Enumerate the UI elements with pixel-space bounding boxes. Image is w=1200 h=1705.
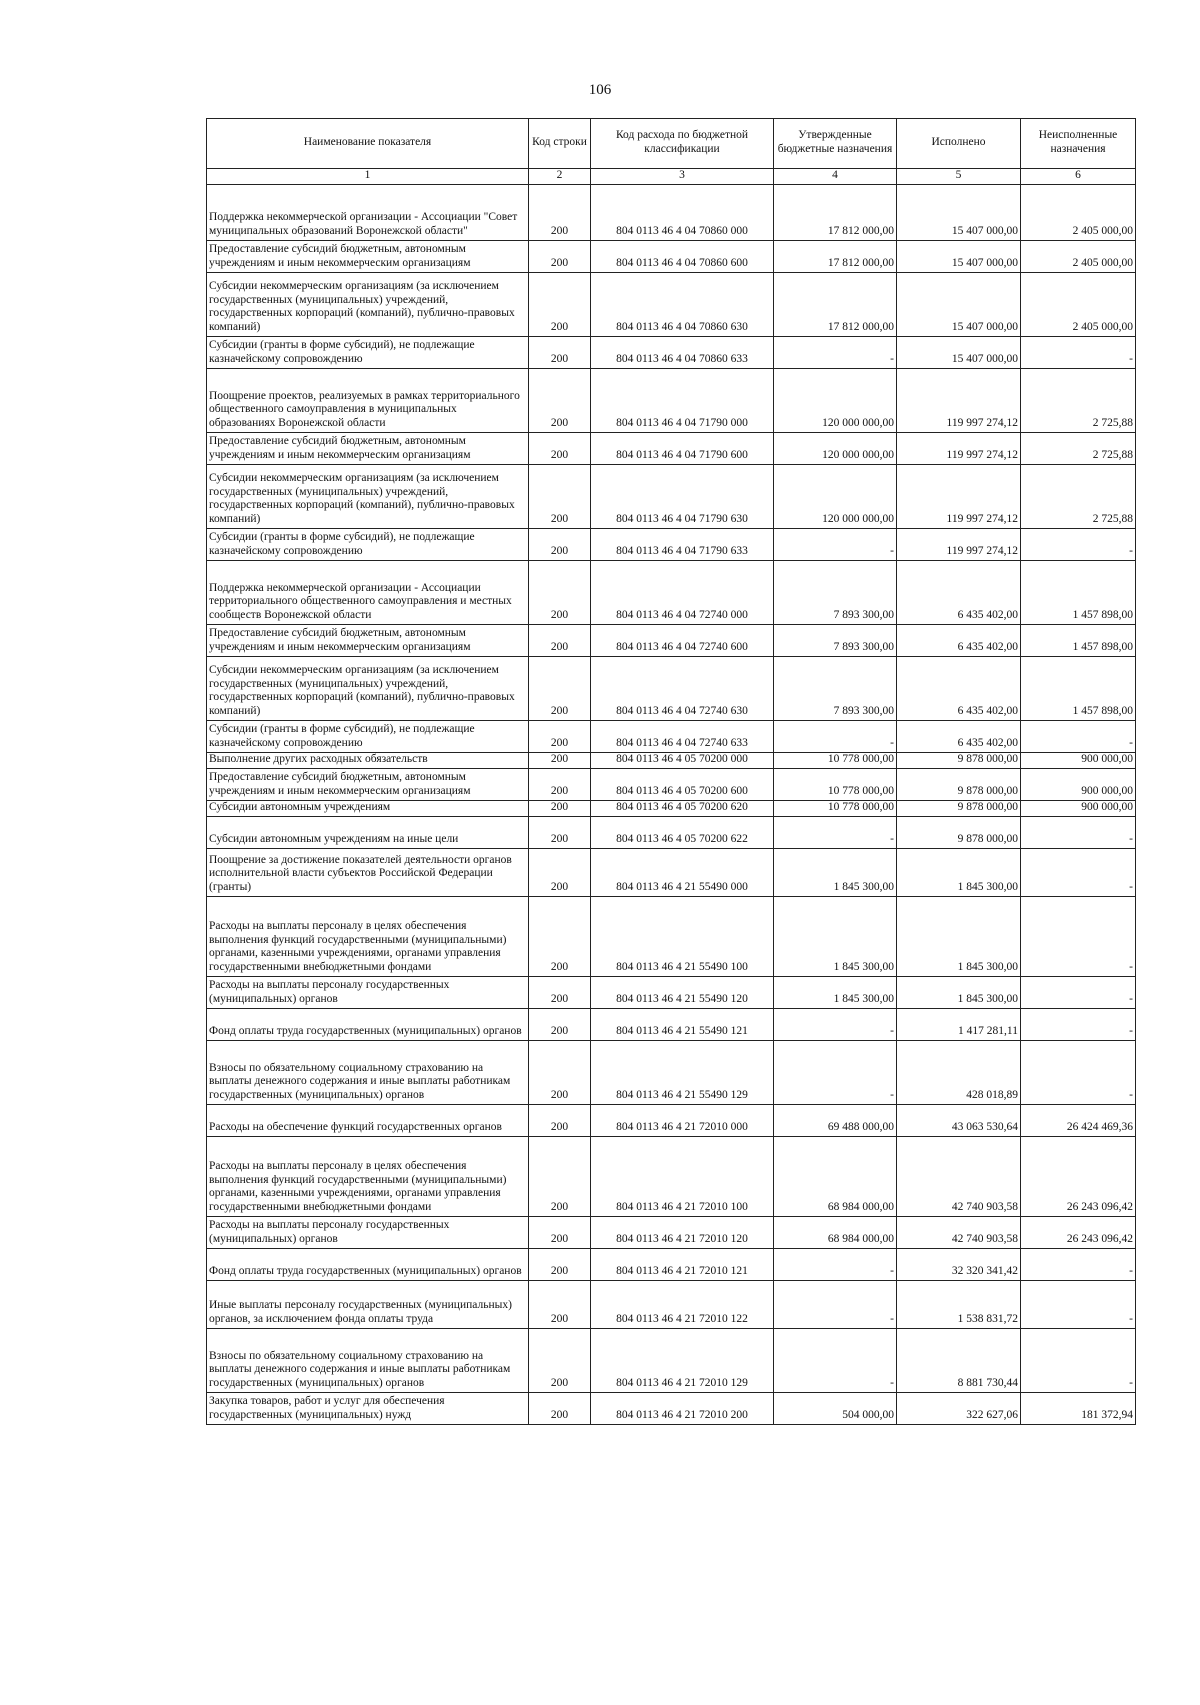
row-unexecuted-amount: 2 405 000,00 — [1021, 185, 1136, 241]
row-approved-amount: 10 778 000,00 — [774, 801, 897, 817]
row-approved-amount: 17 812 000,00 — [774, 185, 897, 241]
table-row — [207, 337, 1136, 369]
row-unexecuted-amount: 2 405 000,00 — [1021, 273, 1136, 337]
row-unexecuted-amount: 26 243 096,42 — [1021, 1217, 1136, 1249]
row-unexecuted-amount: 26 243 096,42 — [1021, 1137, 1136, 1217]
page-number: 106 — [588, 82, 612, 98]
row-line-code: 200 — [529, 465, 591, 529]
row-unexecuted-amount: 900 000,00 — [1021, 769, 1136, 801]
row-classification-code: 804 0113 46 4 04 70860 630 — [591, 273, 774, 337]
row-executed-amount: 1 845 300,00 — [897, 977, 1021, 1009]
row-executed-amount: 119 997 274,12 — [897, 433, 1021, 465]
table-row — [207, 561, 1136, 625]
row-approved-amount: 17 812 000,00 — [774, 273, 897, 337]
row-unexecuted-amount: - — [1021, 849, 1136, 897]
row-executed-amount: 1 845 300,00 — [897, 849, 1021, 897]
row-indicator-name: Предоставление субсидий бюджетным, автономным учреждениям и иным некоммерческим организациям — [207, 241, 529, 273]
row-line-code: 200 — [529, 625, 591, 657]
table-row — [207, 273, 1136, 337]
row-line-code: 200 — [529, 849, 591, 897]
table-row — [207, 185, 1136, 241]
row-approved-amount: 69 488 000,00 — [774, 1105, 897, 1137]
table-row — [207, 369, 1136, 433]
row-approved-amount: - — [774, 337, 897, 369]
row-unexecuted-amount: 900 000,00 — [1021, 753, 1136, 769]
row-executed-amount: 119 997 274,12 — [897, 369, 1021, 433]
column-number: 3 — [591, 169, 774, 185]
row-approved-amount: 120 000 000,00 — [774, 433, 897, 465]
table-row — [207, 657, 1136, 721]
row-indicator-name: Расходы на выплаты персоналу государственных (муниципальных) органов — [207, 1217, 529, 1249]
row-indicator-name: Взносы по обязательному социальному страхованию на выплаты денежного содержания и иные выплаты работникам государственных (муниципальных) органов — [207, 1329, 529, 1393]
table-row — [207, 817, 1136, 849]
row-approved-amount: 7 893 300,00 — [774, 561, 897, 625]
table-row — [207, 1329, 1136, 1393]
row-executed-amount: 322 627,06 — [897, 1393, 1021, 1425]
row-approved-amount: 17 812 000,00 — [774, 241, 897, 273]
row-classification-code: 804 0113 46 4 04 72740 630 — [591, 657, 774, 721]
row-executed-amount: 32 320 341,42 — [897, 1249, 1021, 1281]
row-classification-code: 804 0113 46 4 21 72010 121 — [591, 1249, 774, 1281]
table-row — [207, 1281, 1136, 1329]
table-row — [207, 625, 1136, 657]
row-executed-amount: 15 407 000,00 — [897, 337, 1021, 369]
row-indicator-name: Субсидии (гранты в форме субсидий), не подлежащие казначейскому сопровождению — [207, 721, 529, 753]
row-unexecuted-amount: 1 457 898,00 — [1021, 625, 1136, 657]
row-line-code: 200 — [529, 273, 591, 337]
table-row — [207, 1217, 1136, 1249]
header-budget-classification-code: Код расхода по бюджетной классификации — [591, 119, 774, 169]
table-row — [207, 897, 1136, 977]
row-unexecuted-amount: - — [1021, 817, 1136, 849]
row-executed-amount: 8 881 730,44 — [897, 1329, 1021, 1393]
row-line-code: 200 — [529, 1009, 591, 1041]
row-classification-code: 804 0113 46 4 04 70860 633 — [591, 337, 774, 369]
row-classification-code: 804 0113 46 4 04 72740 600 — [591, 625, 774, 657]
row-classification-code: 804 0113 46 4 04 72740 633 — [591, 721, 774, 753]
row-indicator-name: Фонд оплаты труда государственных (муниципальных) органов — [207, 1009, 529, 1041]
row-approved-amount: - — [774, 1249, 897, 1281]
row-line-code: 200 — [529, 529, 591, 561]
row-indicator-name: Взносы по обязательному социальному страхованию на выплаты денежного содержания и иные выплаты работникам государственных (муниципальных) органов — [207, 1041, 529, 1105]
row-approved-amount: 120 000 000,00 — [774, 465, 897, 529]
row-approved-amount: - — [774, 1041, 897, 1105]
table-row — [207, 465, 1136, 529]
row-indicator-name: Расходы на выплаты персоналу государственных (муниципальных) органов — [207, 977, 529, 1009]
row-approved-amount: 7 893 300,00 — [774, 625, 897, 657]
row-line-code: 200 — [529, 897, 591, 977]
row-indicator-name: Поддержка некоммерческой организации - Ассоциации территориального общественного самоуправления и местных сообществ Воронежской области — [207, 561, 529, 625]
row-line-code: 200 — [529, 1281, 591, 1329]
row-line-code: 200 — [529, 1249, 591, 1281]
row-classification-code: 804 0113 46 4 04 72740 000 — [591, 561, 774, 625]
row-approved-amount: - — [774, 1009, 897, 1041]
row-classification-code: 804 0113 46 4 21 55490 121 — [591, 1009, 774, 1041]
table-row — [207, 849, 1136, 897]
row-classification-code: 804 0113 46 4 21 55490 129 — [591, 1041, 774, 1105]
row-line-code: 200 — [529, 1329, 591, 1393]
row-line-code: 200 — [529, 1041, 591, 1105]
row-approved-amount: 10 778 000,00 — [774, 753, 897, 769]
header-indicator-name: Наименование показателя — [207, 119, 529, 169]
row-indicator-name: Поощрение за достижение показателей деятельности органов исполнительной власти субъектов Российской Федерации (гранты) — [207, 849, 529, 897]
row-classification-code: 804 0113 46 4 21 72010 000 — [591, 1105, 774, 1137]
row-unexecuted-amount: - — [1021, 1249, 1136, 1281]
row-approved-amount: 68 984 000,00 — [774, 1217, 897, 1249]
row-line-code: 200 — [529, 1393, 591, 1425]
row-executed-amount: 42 740 903,58 — [897, 1217, 1021, 1249]
row-executed-amount: 9 878 000,00 — [897, 769, 1021, 801]
row-unexecuted-amount: - — [1021, 1041, 1136, 1105]
column-number: 5 — [897, 169, 1021, 185]
row-indicator-name: Предоставление субсидий бюджетным, автономным учреждениям и иным некоммерческим организациям — [207, 433, 529, 465]
row-classification-code: 804 0113 46 4 21 55490 100 — [591, 897, 774, 977]
row-classification-code: 804 0113 46 4 21 72010 100 — [591, 1137, 774, 1217]
row-unexecuted-amount: 2 405 000,00 — [1021, 241, 1136, 273]
row-executed-amount: 15 407 000,00 — [897, 241, 1021, 273]
row-indicator-name: Предоставление субсидий бюджетным, автономным учреждениям и иным некоммерческим организациям — [207, 625, 529, 657]
table-header-row — [207, 119, 1136, 169]
row-unexecuted-amount: - — [1021, 1009, 1136, 1041]
row-line-code: 200 — [529, 801, 591, 817]
row-indicator-name: Субсидии (гранты в форме субсидий), не подлежащие казначейскому сопровождению — [207, 529, 529, 561]
row-approved-amount: 1 845 300,00 — [774, 897, 897, 977]
row-classification-code: 804 0113 46 4 05 70200 000 — [591, 753, 774, 769]
row-classification-code: 804 0113 46 4 21 72010 200 — [591, 1393, 774, 1425]
column-number: 4 — [774, 169, 897, 185]
row-indicator-name: Субсидии (гранты в форме субсидий), не подлежащие казначейскому сопровождению — [207, 337, 529, 369]
row-unexecuted-amount: 900 000,00 — [1021, 801, 1136, 817]
row-approved-amount: - — [774, 721, 897, 753]
row-indicator-name: Субсидии некоммерческим организациям (за исключением государственных (муниципальных) учреждений, государственных корпораций (компаний), публично-правовых компаний) — [207, 657, 529, 721]
row-approved-amount: 504 000,00 — [774, 1393, 897, 1425]
row-line-code: 200 — [529, 1137, 591, 1217]
row-unexecuted-amount: 26 424 469,36 — [1021, 1105, 1136, 1137]
column-number: 1 — [207, 169, 529, 185]
row-approved-amount: 120 000 000,00 — [774, 369, 897, 433]
row-indicator-name: Выполнение других расходных обязательств — [207, 753, 529, 769]
row-classification-code: 804 0113 46 4 21 72010 122 — [591, 1281, 774, 1329]
row-line-code: 200 — [529, 241, 591, 273]
header-line-code: Код строки — [529, 119, 591, 169]
row-unexecuted-amount: 2 725,88 — [1021, 465, 1136, 529]
row-indicator-name: Расходы на выплаты персоналу в целях обеспечения выполнения функций государственными (муниципальными) органами, казенными учреждениями, органами управления государственными внебюджетными фондами — [207, 897, 529, 977]
header-executed: Исполнено — [897, 119, 1021, 169]
row-executed-amount: 15 407 000,00 — [897, 185, 1021, 241]
row-classification-code: 804 0113 46 4 04 71790 633 — [591, 529, 774, 561]
row-executed-amount: 6 435 402,00 — [897, 561, 1021, 625]
row-executed-amount: 9 878 000,00 — [897, 817, 1021, 849]
row-approved-amount: 10 778 000,00 — [774, 769, 897, 801]
row-indicator-name: Субсидии некоммерческим организациям (за исключением государственных (муниципальных) учреждений, государственных корпораций (компаний), публично-правовых компаний) — [207, 273, 529, 337]
row-classification-code: 804 0113 46 4 05 70200 622 — [591, 817, 774, 849]
table-row — [207, 1041, 1136, 1105]
row-line-code: 200 — [529, 769, 591, 801]
row-executed-amount: 428 018,89 — [897, 1041, 1021, 1105]
row-executed-amount: 43 063 530,64 — [897, 1105, 1021, 1137]
row-executed-amount: 119 997 274,12 — [897, 465, 1021, 529]
row-line-code: 200 — [529, 1105, 591, 1137]
row-executed-amount: 6 435 402,00 — [897, 625, 1021, 657]
row-indicator-name: Субсидии автономным учреждениям — [207, 801, 529, 817]
row-unexecuted-amount: 181 372,94 — [1021, 1393, 1136, 1425]
row-executed-amount: 6 435 402,00 — [897, 657, 1021, 721]
table-row — [207, 1009, 1136, 1041]
table-body — [207, 185, 1136, 1425]
row-classification-code: 804 0113 46 4 21 72010 120 — [591, 1217, 774, 1249]
row-executed-amount: 15 407 000,00 — [897, 273, 1021, 337]
table-row — [207, 529, 1136, 561]
row-line-code: 200 — [529, 369, 591, 433]
row-approved-amount: - — [774, 529, 897, 561]
row-approved-amount: - — [774, 1281, 897, 1329]
table-row — [207, 1393, 1136, 1425]
table-row — [207, 769, 1136, 801]
row-executed-amount: 9 878 000,00 — [897, 801, 1021, 817]
row-classification-code: 804 0113 46 4 04 71790 630 — [591, 465, 774, 529]
row-unexecuted-amount: - — [1021, 721, 1136, 753]
row-unexecuted-amount: 1 457 898,00 — [1021, 561, 1136, 625]
row-executed-amount: 9 878 000,00 — [897, 753, 1021, 769]
row-classification-code: 804 0113 46 4 05 70200 600 — [591, 769, 774, 801]
row-unexecuted-amount: - — [1021, 1329, 1136, 1393]
table-row — [207, 801, 1136, 817]
row-unexecuted-amount: - — [1021, 337, 1136, 369]
row-indicator-name: Закупка товаров, работ и услуг для обеспечения государственных (муниципальных) нужд — [207, 1393, 529, 1425]
column-number: 6 — [1021, 169, 1136, 185]
row-classification-code: 804 0113 46 4 05 70200 620 — [591, 801, 774, 817]
row-line-code: 200 — [529, 817, 591, 849]
row-line-code: 200 — [529, 977, 591, 1009]
row-classification-code: 804 0113 46 4 04 71790 000 — [591, 369, 774, 433]
row-line-code: 200 — [529, 1217, 591, 1249]
row-unexecuted-amount: - — [1021, 1281, 1136, 1329]
row-classification-code: 804 0113 46 4 21 72010 129 — [591, 1329, 774, 1393]
header-approved-appropriations: Утвержденные бюджетные назначения — [774, 119, 897, 169]
row-approved-amount: 7 893 300,00 — [774, 657, 897, 721]
table-row — [207, 721, 1136, 753]
row-indicator-name: Фонд оплаты труда государственных (муниципальных) органов — [207, 1249, 529, 1281]
row-classification-code: 804 0113 46 4 04 70860 600 — [591, 241, 774, 273]
column-number: 2 — [529, 169, 591, 185]
row-approved-amount: 1 845 300,00 — [774, 849, 897, 897]
row-approved-amount: 68 984 000,00 — [774, 1137, 897, 1217]
row-executed-amount: 1 417 281,11 — [897, 1009, 1021, 1041]
row-executed-amount: 42 740 903,58 — [897, 1137, 1021, 1217]
table-row — [207, 1249, 1136, 1281]
table-row — [207, 241, 1136, 273]
table-row — [207, 433, 1136, 465]
column-numbers-row — [207, 169, 1136, 185]
budget-execution-table — [206, 118, 1136, 1425]
row-line-code: 200 — [529, 561, 591, 625]
row-indicator-name: Расходы на выплаты персоналу в целях обеспечения выполнения функций государственными (муниципальными) органами, казенными учреждениями, органами управления государственными внебюджетными фондами — [207, 1137, 529, 1217]
row-executed-amount: 6 435 402,00 — [897, 721, 1021, 753]
row-unexecuted-amount: - — [1021, 977, 1136, 1009]
row-line-code: 200 — [529, 337, 591, 369]
row-line-code: 200 — [529, 721, 591, 753]
row-indicator-name: Субсидии автономным учреждениям на иные цели — [207, 817, 529, 849]
table-row — [207, 753, 1136, 769]
row-approved-amount: 1 845 300,00 — [774, 977, 897, 1009]
row-unexecuted-amount: - — [1021, 529, 1136, 561]
row-indicator-name: Расходы на обеспечение функций государственных органов — [207, 1105, 529, 1137]
row-classification-code: 804 0113 46 4 04 70860 000 — [591, 185, 774, 241]
header-unexecuted-appropriations: Неисполненные назначения — [1021, 119, 1136, 169]
row-executed-amount: 1 845 300,00 — [897, 897, 1021, 977]
row-indicator-name: Поддержка некоммерческой организации - Ассоциации "Совет муниципальных образований Воронежской области" — [207, 185, 529, 241]
row-indicator-name: Субсидии некоммерческим организациям (за исключением государственных (муниципальных) учреждений, государственных корпораций (компаний), публично-правовых компаний) — [207, 465, 529, 529]
row-classification-code: 804 0113 46 4 21 55490 000 — [591, 849, 774, 897]
row-unexecuted-amount: - — [1021, 897, 1136, 977]
row-classification-code: 804 0113 46 4 21 55490 120 — [591, 977, 774, 1009]
row-executed-amount: 1 538 831,72 — [897, 1281, 1021, 1329]
table-row — [207, 977, 1136, 1009]
row-indicator-name: Иные выплаты персоналу государственных (муниципальных) органов, за исключением фонда оплаты труда — [207, 1281, 529, 1329]
row-indicator-name: Предоставление субсидий бюджетным, автономным учреждениям и иным некоммерческим организациям — [207, 769, 529, 801]
row-line-code: 200 — [529, 433, 591, 465]
row-line-code: 200 — [529, 185, 591, 241]
table-row — [207, 1105, 1136, 1137]
row-classification-code: 804 0113 46 4 04 71790 600 — [591, 433, 774, 465]
row-line-code: 200 — [529, 753, 591, 769]
row-unexecuted-amount: 1 457 898,00 — [1021, 657, 1136, 721]
row-approved-amount: - — [774, 817, 897, 849]
row-line-code: 200 — [529, 657, 591, 721]
row-approved-amount: - — [774, 1329, 897, 1393]
row-unexecuted-amount: 2 725,88 — [1021, 369, 1136, 433]
row-executed-amount: 119 997 274,12 — [897, 529, 1021, 561]
table-row — [207, 1137, 1136, 1217]
row-unexecuted-amount: 2 725,88 — [1021, 433, 1136, 465]
row-indicator-name: Поощрение проектов, реализуемых в рамках территориального общественного самоуправления в муниципальных образованиях Воронежской области — [207, 369, 529, 433]
